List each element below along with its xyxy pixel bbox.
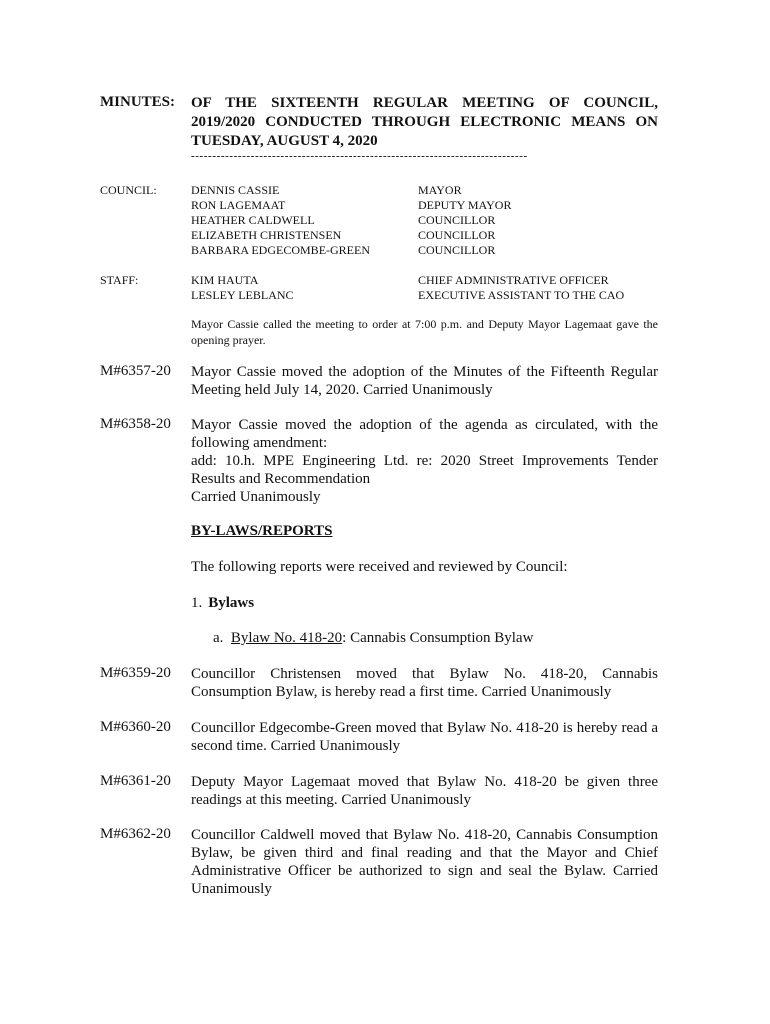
- reports-intro: The following reports were received and reviewed by Council:: [191, 559, 568, 575]
- motion-number: M#6357-20: [100, 363, 171, 379]
- motion-text: Councillor Christensen moved that Bylaw No. 418-20, Cannabis Consumption Bylaw, is hereby read a first time. Carried Unanimously: [191, 666, 658, 700]
- council-member-name: ELIZABETH CHRISTENSEN: [191, 228, 342, 242]
- council-names: [191, 183, 370, 258]
- motion-line: Carried Unanimously: [191, 489, 321, 505]
- motion-line: Mayor Cassie moved the adoption of the Minutes of the Fifteenth Regular Meeting held July 14, 2020. Carried Unanimously: [191, 364, 658, 398]
- council-member-name: BARBARA EDGECOMBE-GREEN: [191, 243, 371, 257]
- motion-text: [191, 416, 658, 506]
- motion-number: M#6358-20: [100, 416, 171, 432]
- list-item-number: 1.: [191, 595, 203, 611]
- sub-item-description: : Cannabis Consumption Bylaw: [342, 630, 534, 646]
- motion-text: Councillor Caldwell moved that Bylaw No. 418-20, Cannabis Consumption Bylaw, be given third and final reading and that the Mayor and Chief Administrative Officer be authorized to sign and seal the Bylaw. Carried Unanimously: [191, 827, 658, 897]
- staff-titles: [418, 273, 624, 303]
- council-member-name: HEATHER CALDWELL: [191, 213, 315, 227]
- council-member-title: MAYOR: [418, 183, 462, 197]
- sub-item-letter: a.: [213, 630, 224, 646]
- title-rule: -------------------------------------------------------------------------------: [191, 150, 528, 162]
- section-heading: BY-LAWS/REPORTS: [191, 523, 333, 539]
- meeting-title: OF THE SIXTEENTH REGULAR MEETING OF COUNCIL, 2019/2020 CONDUCTED THROUGH ELECTRONIC MEANS ON TUESDAY, AUGUST 4, 2020: [191, 95, 658, 149]
- staff-names: [191, 273, 294, 303]
- staff-member-name: KIM HAUTA: [191, 273, 259, 287]
- motion-text: [191, 363, 658, 399]
- sub-list-item: [213, 630, 533, 647]
- council-member-title: COUNCILLOR: [418, 228, 496, 242]
- motion-text: Deputy Mayor Lagemaat moved that Bylaw No. 418-20 be given three readings at this meeting. Carried Unanimously: [191, 774, 658, 808]
- staff-label: STAFF:: [100, 273, 139, 287]
- council-member-title: COUNCILLOR: [418, 213, 496, 227]
- minutes-label: MINUTES:: [100, 94, 176, 110]
- list-item: [191, 595, 254, 612]
- list-item-label: Bylaws: [208, 595, 255, 611]
- council-member-name: DENNIS CASSIE: [191, 183, 280, 197]
- motion-line: add: 10.h. MPE Engineering Ltd. re: 2020 Street Improvements Tender Results and Recommendation: [191, 453, 658, 487]
- opening-paragraph: Mayor Cassie called the meeting to order at 7:00 p.m. and Deputy Mayor Lagemaat gave the opening prayer.: [191, 317, 658, 347]
- motion-line: Mayor Cassie moved the adoption of the agenda as circulated, with the following amendment:: [191, 417, 658, 451]
- council-member-name: RON LAGEMAAT: [191, 198, 286, 212]
- staff-member-title: EXECUTIVE ASSISTANT TO THE CAO: [418, 288, 625, 302]
- motion-number: M#6362-20: [100, 826, 171, 842]
- staff-member-name: LESLEY LEBLANC: [191, 288, 294, 302]
- staff-member-title: CHIEF ADMINISTRATIVE OFFICER: [418, 273, 609, 287]
- council-member-title: COUNCILLOR: [418, 243, 496, 257]
- motion-number: M#6359-20: [100, 665, 171, 681]
- motion-text: Councillor Edgecombe-Green moved that Bylaw No. 418-20 is hereby read a second time. Carried Unanimously: [191, 720, 658, 754]
- council-titles: [418, 183, 511, 258]
- motion-number: M#6361-20: [100, 773, 171, 789]
- bylaw-reference: Bylaw No. 418-20: [230, 630, 343, 646]
- council-label: COUNCIL:: [100, 183, 157, 197]
- council-member-title: DEPUTY MAYOR: [418, 198, 512, 212]
- motion-number: M#6360-20: [100, 719, 171, 735]
